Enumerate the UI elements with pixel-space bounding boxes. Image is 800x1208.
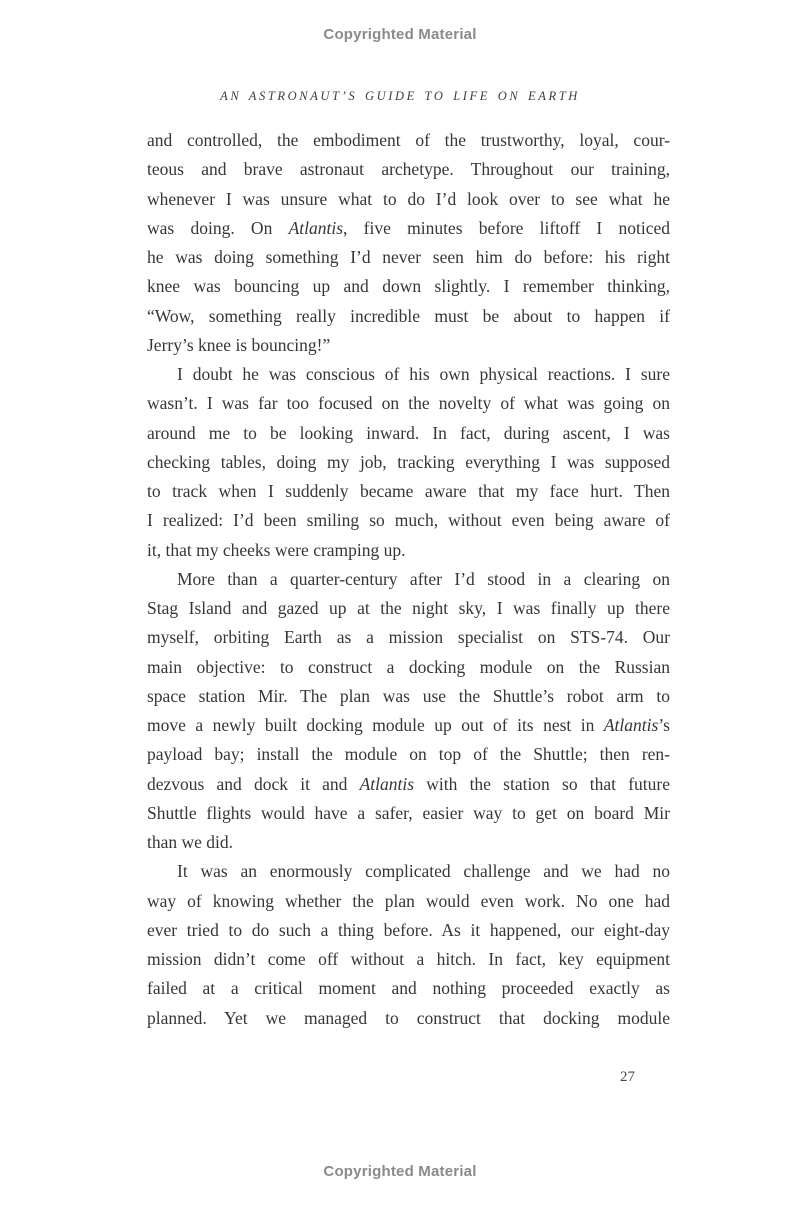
text-segment: teous and brave astronaut archetype. Throughout our training, [147, 159, 670, 180]
text-segment: ever tried to do such a thing before. As it happened, our eight-day [147, 919, 670, 940]
text-line [147, 536, 670, 565]
text-line [147, 506, 670, 535]
text-segment: Shuttle flights would have a safer, easier way to get on board Mir [147, 802, 670, 823]
text-segment: main objective: to construct a docking module on the Russian [147, 656, 670, 677]
text-line [147, 155, 670, 184]
text-segment: It was an enormously complicated challenge and we had no [177, 861, 670, 882]
text-line [147, 302, 670, 331]
text-segment: myself, orbiting Earth as a mission specialist on STS-74. Our [147, 627, 670, 648]
text-line [147, 126, 670, 155]
text-segment: Stag Island and gazed up at the night sky, I was finally up there [147, 598, 670, 618]
text-line [147, 419, 670, 448]
text-segment: Jerry’s knee is bouncing!” [147, 334, 331, 355]
text-line [147, 770, 670, 799]
text-line [147, 594, 670, 623]
text-segment: with the station so that future [414, 773, 670, 794]
page-number: 27 [620, 1069, 635, 1085]
text-segment: around me to be looking inward. In fact, during ascent, I was [147, 422, 670, 443]
text-segment: and controlled, the embodiment of the trustworthy, loyal, cour- [147, 130, 670, 150]
text-line [147, 711, 670, 740]
text-segment: planned. Yet we managed to construct that docking module [147, 1007, 670, 1028]
text-segment: I doubt he was conscious of his own physical reactions. I sure [177, 364, 670, 384]
text-segment: , five minutes before liftoff I noticed [343, 217, 671, 238]
text-line [147, 623, 670, 652]
text-line [147, 243, 670, 272]
text-segment: “Wow, something really incredible must be about to happen if [147, 305, 670, 326]
text-segment: payload bay; install the module on top of the Shuttle; then ren- [147, 744, 670, 765]
text-segment: to track when I suddenly became aware that my face hurt. Then [147, 481, 670, 501]
text-segment: he was doing something I’d never seen him do before: his right [147, 247, 670, 267]
text-segment: More than a quarter-century after I’d stood in a clearing on [177, 568, 670, 589]
text-line [147, 272, 670, 301]
text-line [147, 916, 670, 945]
text-segment: failed at a critical moment and nothing proceeded exactly as [147, 978, 670, 999]
text-segment: dezvous and dock it and [147, 773, 360, 794]
text-line [147, 448, 670, 477]
italic-text-segment: Atlantis [288, 217, 344, 238]
text-line [147, 857, 670, 886]
text-line [147, 682, 670, 711]
running-head: AN ASTRONAUT’S GUIDE TO LIFE ON EARTH [220, 89, 580, 103]
text-segment: space station Mir. The plan was use the Shuttle’s robot arm to [147, 685, 670, 706]
italic-text-segment: Atlantis [603, 715, 659, 735]
text-line [147, 185, 670, 214]
text-segment: was doing. On [147, 217, 289, 238]
italic-text-segment: Atlantis [359, 773, 415, 794]
text-segment: knee was bouncing up and down slightly. I remember thinking, [147, 276, 670, 297]
text-line [147, 214, 670, 243]
text-segment: ’s [658, 715, 670, 735]
page-body [147, 126, 670, 1033]
text-segment: move a newly built docking module up out of its nest in [147, 715, 604, 735]
text-line [147, 477, 670, 506]
text-line [147, 565, 670, 594]
copyright-notice-top: Copyrighted Material [323, 26, 477, 43]
text-line [147, 740, 670, 769]
text-segment: than we did. [147, 832, 234, 852]
text-segment: it, that my cheeks were cramping up. [147, 539, 406, 560]
text-segment: I realized: I’d been smiling so much, without even being aware of [147, 510, 670, 531]
text-segment: way of knowing whether the plan would even work. No one had [147, 890, 670, 911]
text-line [147, 887, 670, 916]
text-line [147, 331, 670, 360]
text-line [147, 1004, 670, 1033]
text-segment: whenever I was unsure what to do I’d look over to see what he [147, 188, 670, 209]
copyright-notice-bottom: Copyrighted Material [323, 1163, 477, 1180]
text-line [147, 389, 670, 418]
text-segment: mission didn’t come off without a hitch. In fact, key equipment [147, 949, 670, 969]
text-segment: wasn’t. I was far too focused on the novelty of what was going on [147, 393, 670, 414]
text-line [147, 653, 670, 682]
text-line [147, 828, 670, 857]
text-line [147, 360, 670, 389]
text-line [147, 974, 670, 1003]
text-line [147, 945, 670, 974]
text-segment: checking tables, doing my job, tracking everything I was supposed [147, 451, 670, 472]
text-line [147, 799, 670, 828]
